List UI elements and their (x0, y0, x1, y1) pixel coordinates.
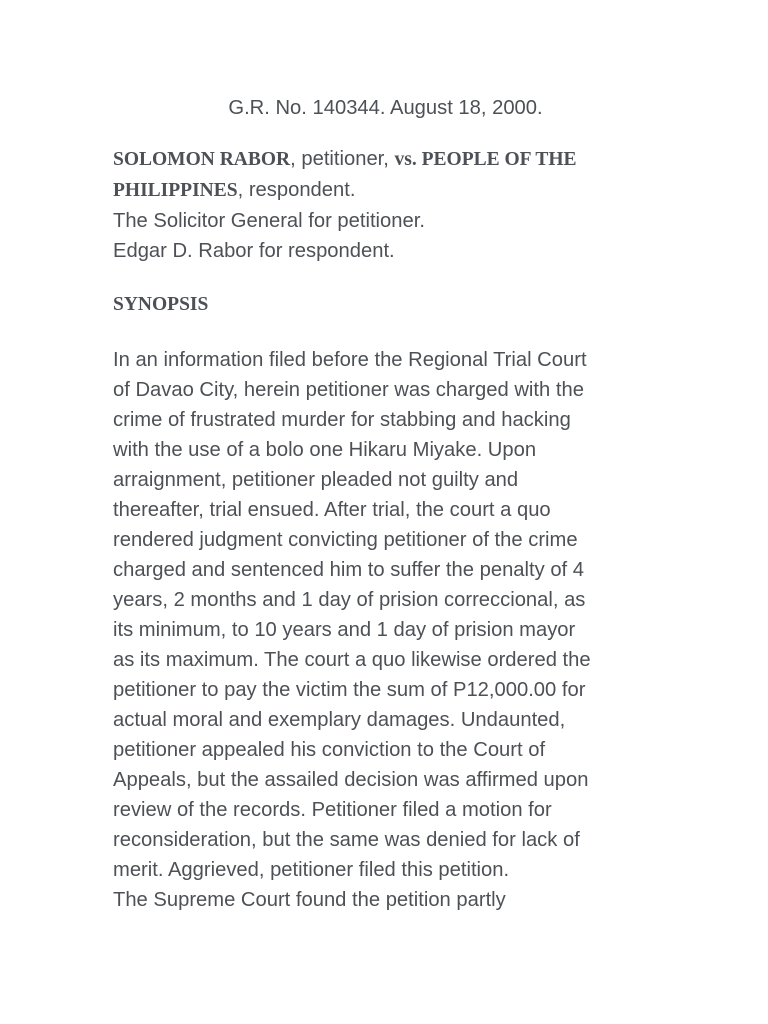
synopsis-line: actual moral and exemplary damages. Undaunted, (113, 709, 566, 731)
synopsis-line: petitioner appealed his conviction to the Court of (113, 739, 546, 761)
parties-line-2 (113, 175, 658, 206)
synopsis-line: of Davao City, herein petitioner was charged with the (113, 379, 584, 401)
synopsis-line: crime of frustrated murder for stabbing and hacking (113, 409, 571, 431)
synopsis-line: The Supreme Court found the petition partly (113, 889, 506, 911)
synopsis-line: petitioner to pay the victim the sum of P12,000.00 for (113, 679, 586, 701)
synopsis-line: its minimum, to 10 years and 1 day of prision mayor (113, 619, 576, 641)
synopsis-heading: SYNOPSIS (113, 294, 209, 315)
synopsis-line: with the use of a bolo one Hikaru Miyake. Upon (113, 439, 537, 461)
versus-label: vs. (394, 149, 417, 170)
synopsis-line: merit. Aggrieved, petitioner filed this petition. (113, 859, 510, 881)
case-number: G.R. No. 140344. August 18, 2000. (228, 97, 543, 119)
case-parties (113, 144, 658, 266)
respondent-name-line1: PEOPLE OF THE (416, 149, 577, 170)
synopsis-line: In an information filed before the Regional Trial Court (113, 349, 587, 371)
synopsis-line: rendered judgment convicting petitioner of the crime (113, 529, 578, 551)
petitioner-name: SOLOMON RABOR (113, 149, 291, 170)
respondent-name-line2: PHILIPPINES (113, 180, 238, 201)
synopsis-line: years, 2 months and 1 day of prision correccional, as (113, 589, 586, 611)
synopsis-line: review of the records. Petitioner filed a motion for (113, 799, 552, 821)
counsel-for-petitioner: The Solicitor General for petitioner. (113, 210, 425, 232)
respondent-role: , respondent. (237, 179, 356, 201)
parties-line-1 (113, 144, 658, 175)
synopsis-line: as its maximum. The court a quo likewise ordered the (113, 649, 591, 671)
synopsis-body (113, 345, 658, 915)
synopsis-line: charged and sentenced him to suffer the penalty of 4 (113, 559, 584, 581)
document-page (113, 92, 658, 915)
synopsis-line: Appeals, but the assailed decision was affirmed upon (113, 769, 589, 791)
counsel-for-respondent: Edgar D. Rabor for respondent. (113, 240, 395, 262)
synopsis-line: thereafter, trial ensued. After trial, the court a quo (113, 499, 551, 521)
petitioner-role: , petitioner, (290, 148, 395, 170)
synopsis-line: reconsideration, but the same was denied for lack of (113, 829, 580, 851)
synopsis-line: arraignment, petitioner pleaded not guilty and (113, 469, 519, 491)
